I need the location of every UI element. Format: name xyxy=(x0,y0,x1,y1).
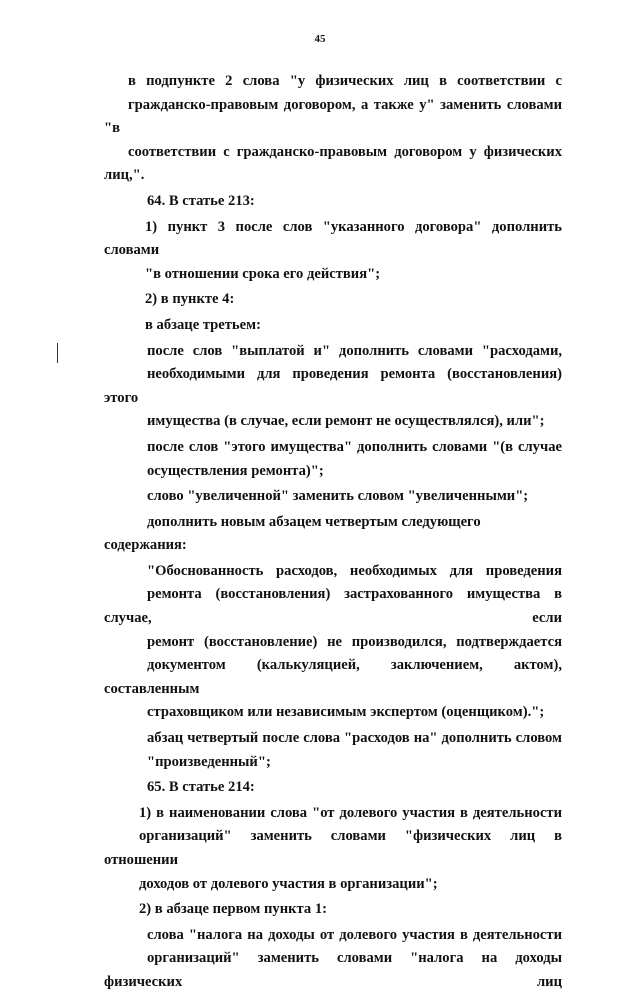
margin-mark xyxy=(57,343,58,363)
paragraph-12 xyxy=(104,776,562,800)
text-line: организаций" заменить словами "налога на доходы физических лиц xyxy=(104,950,562,990)
text-line: имущества (в случае, если ремонт не осуществлялся), или"; xyxy=(147,413,545,430)
text-line: документом (калькуляцией, заключением, актом), составленным xyxy=(104,657,562,697)
text-line: дополнить новым абзацем четвертым следующего содержания: xyxy=(104,513,481,554)
paragraph-10 xyxy=(104,560,562,725)
text-line: страховщиком или независимым экспертом (оценщиком)."; xyxy=(147,704,545,721)
paragraph-11 xyxy=(104,727,562,774)
text-line: 2) в пункте 4: xyxy=(145,291,235,308)
text-line: ремонта (восстановления) застрахованного имущества в случае, если xyxy=(104,586,562,627)
paragraph-9 xyxy=(104,511,562,558)
text-line: 64. В статье 213: xyxy=(147,192,255,209)
text-line: осуществления ремонта)"; xyxy=(147,462,324,479)
paragraph-13 xyxy=(104,802,562,896)
paragraph-3 xyxy=(104,216,562,287)
paragraph-7 xyxy=(104,436,562,483)
paragraph-6 xyxy=(104,340,562,434)
text-line: в подпункте 2 слова "у физических лиц в соответствии с xyxy=(128,73,562,89)
text-line: доходов от долевого участия в организации"; xyxy=(139,875,438,892)
text-line: после слов "этого имущества" дополнить словами "(в случае xyxy=(147,438,562,455)
text-line: ремонт (восстановление) не производился, подтверждается xyxy=(147,633,562,650)
paragraph-15 xyxy=(104,924,562,995)
paragraph-14 xyxy=(104,898,562,922)
text-line: гражданско-правовым договором, а также у" заменить словами "в xyxy=(104,96,562,137)
paragraph-2 xyxy=(104,190,562,214)
text-line: 1) в наименовании слова "от долевого участия в деятельности xyxy=(139,804,562,821)
text-line: слово "увеличенной" заменить словом "увеличенными"; xyxy=(147,488,529,505)
paragraph-5 xyxy=(104,314,562,338)
text-line: соответствии с гражданско-правовым договором у физических лиц,". xyxy=(104,143,562,184)
text-line: 2) в абзаце первом пункта 1: xyxy=(139,901,327,918)
text-line: 65. В статье 214: xyxy=(147,779,255,796)
page-number: 45 xyxy=(314,33,326,45)
text-line: организаций" заменить словами "физических лиц в отношении xyxy=(104,828,562,868)
text-line: 1) пункт 3 после слов "указанного договора" дополнить словами xyxy=(104,218,562,259)
paragraph-8 xyxy=(104,485,562,509)
text-line: "Обоснованность расходов, необходимых для проведения xyxy=(147,562,562,579)
paragraph-1 xyxy=(104,70,562,188)
text-line: слова "налога на доходы от долевого участия в деятельности xyxy=(147,926,562,943)
text-line: необходимыми для проведения ремонта (восстановления) этого xyxy=(104,366,562,406)
text-line: в абзаце третьем: xyxy=(145,316,261,333)
text-line: после слов "выплатой и" дополнить словами "расходами, xyxy=(147,342,562,359)
text-line: абзац четвертый после слова "расходов на" дополнить словом xyxy=(147,730,562,747)
paragraph-4 xyxy=(104,288,562,312)
text-line: "произведенный"; xyxy=(147,753,271,770)
document-body xyxy=(104,70,562,995)
text-line: "в отношении срока его действия"; xyxy=(145,265,381,282)
